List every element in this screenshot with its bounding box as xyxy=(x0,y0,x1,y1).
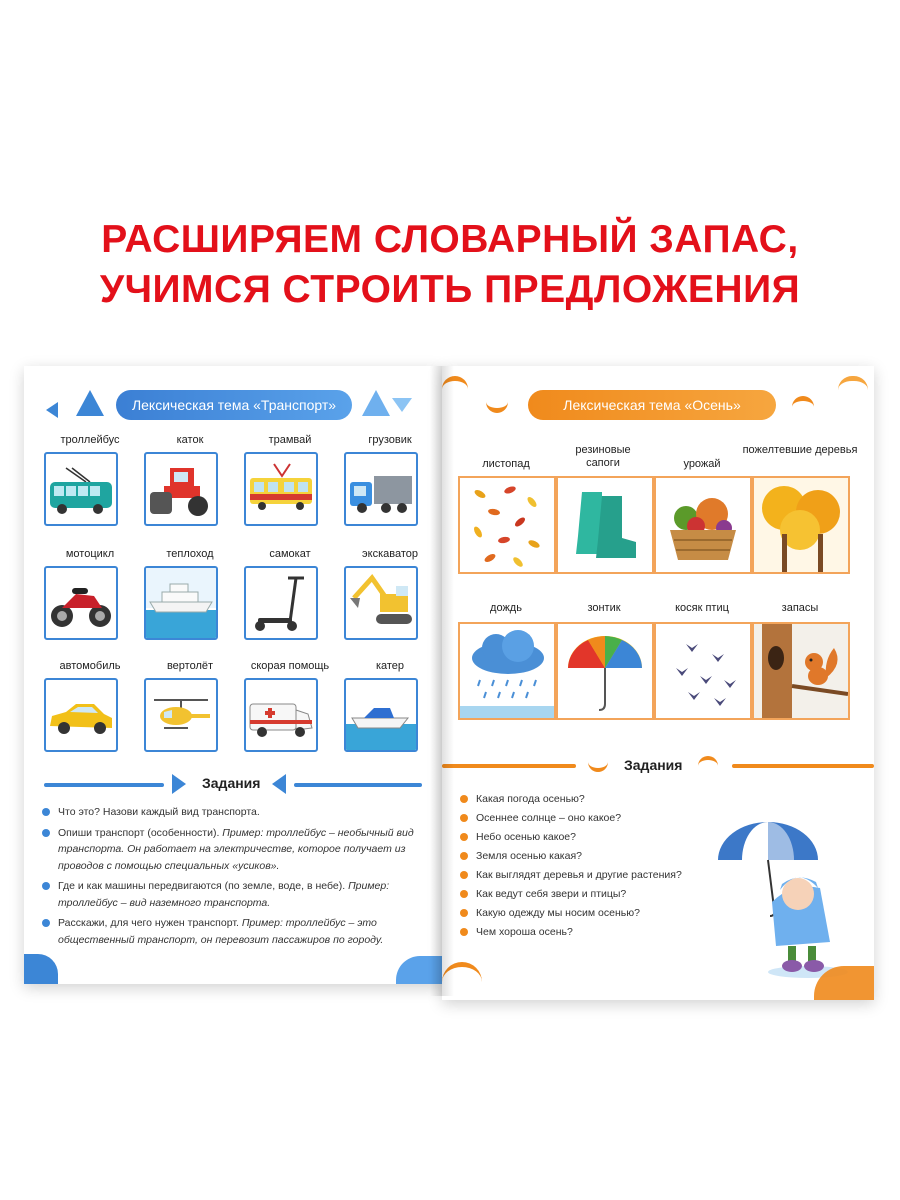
task-list-autumn xyxy=(460,790,720,942)
triangle-decor-icon xyxy=(392,398,412,412)
swirl-decor-icon xyxy=(838,376,868,397)
swirl-decor-icon xyxy=(698,756,718,772)
helicopter-icon xyxy=(144,678,218,752)
vocab-label: зонтик xyxy=(587,602,621,614)
bullet-icon xyxy=(42,808,50,816)
task-item: Чем хороша осень? xyxy=(460,923,720,942)
vocab-label: мотоцикл xyxy=(65,548,115,560)
task-item: Осеннее солнце – оно какое? xyxy=(460,809,720,828)
yellow-trees-icon xyxy=(752,476,850,574)
task-item: Какая погода осенью? xyxy=(460,790,720,809)
tasks-divider-left xyxy=(44,783,164,787)
rubber-boots-icon xyxy=(556,476,654,574)
bullet-icon xyxy=(460,795,468,803)
vocab-label: самокат xyxy=(269,548,311,560)
bullet-icon xyxy=(460,833,468,841)
task-item: Опиши транспорт (особенности). Пример: троллейбус – необычный вид транспорта. Он работает на электричестве, которое получает из проводов с помощью специальных «усиков». xyxy=(42,825,414,875)
vocab-label: резиновые сапоги xyxy=(575,444,631,469)
vocab-label: экскаватор xyxy=(362,548,418,560)
truck-icon xyxy=(344,452,418,526)
tasks-title: Задания xyxy=(624,757,683,773)
task-item: Что это? Назови каждый вид транспорта. xyxy=(42,804,414,821)
bullet-icon xyxy=(460,852,468,860)
tasks-divider-left xyxy=(442,764,576,768)
right-page-autumn xyxy=(442,366,874,1000)
tasks-divider-right xyxy=(294,783,422,787)
swirl-decor-icon xyxy=(588,756,608,772)
falling-leaves-icon xyxy=(458,476,556,574)
headline-line-1: РАСШИРЯЕМ СЛОВАРНЫЙ ЗАПАС, xyxy=(101,218,799,261)
bullet-icon xyxy=(460,814,468,822)
scooter-icon xyxy=(244,566,318,640)
headline-line-2: УЧИМСЯ СТРОИТЬ ПРЕДЛОЖЕНИЯ xyxy=(99,268,801,311)
vocab-label: косяк птиц xyxy=(675,602,729,614)
bullet-icon xyxy=(42,882,50,890)
triangle-decor-icon xyxy=(46,402,58,418)
play-arrow-left-icon xyxy=(272,774,286,794)
swirl-decor-icon xyxy=(486,394,508,413)
bullet-icon xyxy=(460,871,468,879)
swirl-decor-icon xyxy=(442,376,468,397)
vocab-label: каток xyxy=(176,434,204,446)
left-page-transport xyxy=(24,366,442,984)
bullet-icon xyxy=(42,919,50,927)
boat-icon xyxy=(344,678,418,752)
bullet-icon xyxy=(42,829,50,837)
tasks-divider-right xyxy=(732,764,874,768)
blob-decor-icon xyxy=(442,962,482,1000)
task-item: Земля осенью какая? xyxy=(460,847,720,866)
task-item: Какую одежду мы носим осенью? xyxy=(460,904,720,923)
task-list-transport xyxy=(42,804,414,952)
task-item: Как ведут себя звери и птицы? xyxy=(460,885,720,904)
theme-title-transport: Лексическая тема «Транспорт» xyxy=(116,390,352,420)
triangle-decor-icon xyxy=(76,390,104,416)
excavator-icon xyxy=(344,566,418,640)
harvest-basket-icon xyxy=(654,476,752,574)
play-arrow-icon xyxy=(172,774,186,794)
task-item: Небо осенью какое? xyxy=(460,828,720,847)
vocab-label: урожай xyxy=(683,458,721,470)
bullet-icon xyxy=(460,890,468,898)
child-with-umbrella-icon xyxy=(712,812,862,982)
squirrel-icon xyxy=(752,622,850,720)
rain-cloud-icon xyxy=(458,622,556,720)
blob-decor-icon xyxy=(396,956,442,984)
ship-icon xyxy=(144,566,218,640)
vocab-label: пожелтевшие деревья xyxy=(742,444,858,456)
vocab-label: вертолёт xyxy=(166,660,214,672)
vocab-label: листопад xyxy=(482,458,530,470)
bullet-icon xyxy=(460,909,468,917)
task-item: Как выглядят деревья и другие растения? xyxy=(460,866,720,885)
road-roller-icon xyxy=(144,452,218,526)
task-item: Где и как машины передвигаются (по земле, воде, в небе). Пример: троллейбус – вид наземного транспорта. xyxy=(42,878,414,911)
triangle-decor-icon xyxy=(362,390,390,416)
vocab-label: троллейбус xyxy=(60,434,120,446)
theme-title-autumn: Лексическая тема «Осень» xyxy=(528,390,776,420)
vocab-label: автомобиль xyxy=(59,660,121,672)
vocab-label: дождь xyxy=(490,602,522,614)
bird-flock-icon xyxy=(654,622,752,720)
vocab-label: теплоход xyxy=(166,548,214,560)
blob-decor-icon xyxy=(24,954,58,984)
tasks-title: Задания xyxy=(202,775,261,791)
umbrella-icon xyxy=(556,622,654,720)
vocab-label: грузовик xyxy=(368,434,412,446)
task-item: Расскажи, для чего нужен транспорт. Пример: троллейбус – это общественный транспорт, он перевозит пассажиров по городу. xyxy=(42,915,414,948)
ambulance-icon xyxy=(244,678,318,752)
tram-icon xyxy=(244,452,318,526)
motorcycle-icon xyxy=(44,566,118,640)
swirl-decor-icon xyxy=(792,396,814,415)
vocab-label: катер xyxy=(375,660,405,672)
vocab-label: запасы xyxy=(781,602,819,614)
car-icon xyxy=(44,678,118,752)
trolleybus-icon xyxy=(44,452,118,526)
vocab-label: трамвай xyxy=(268,434,312,446)
vocab-label: скорая помощь xyxy=(250,660,330,672)
bullet-icon xyxy=(460,928,468,936)
